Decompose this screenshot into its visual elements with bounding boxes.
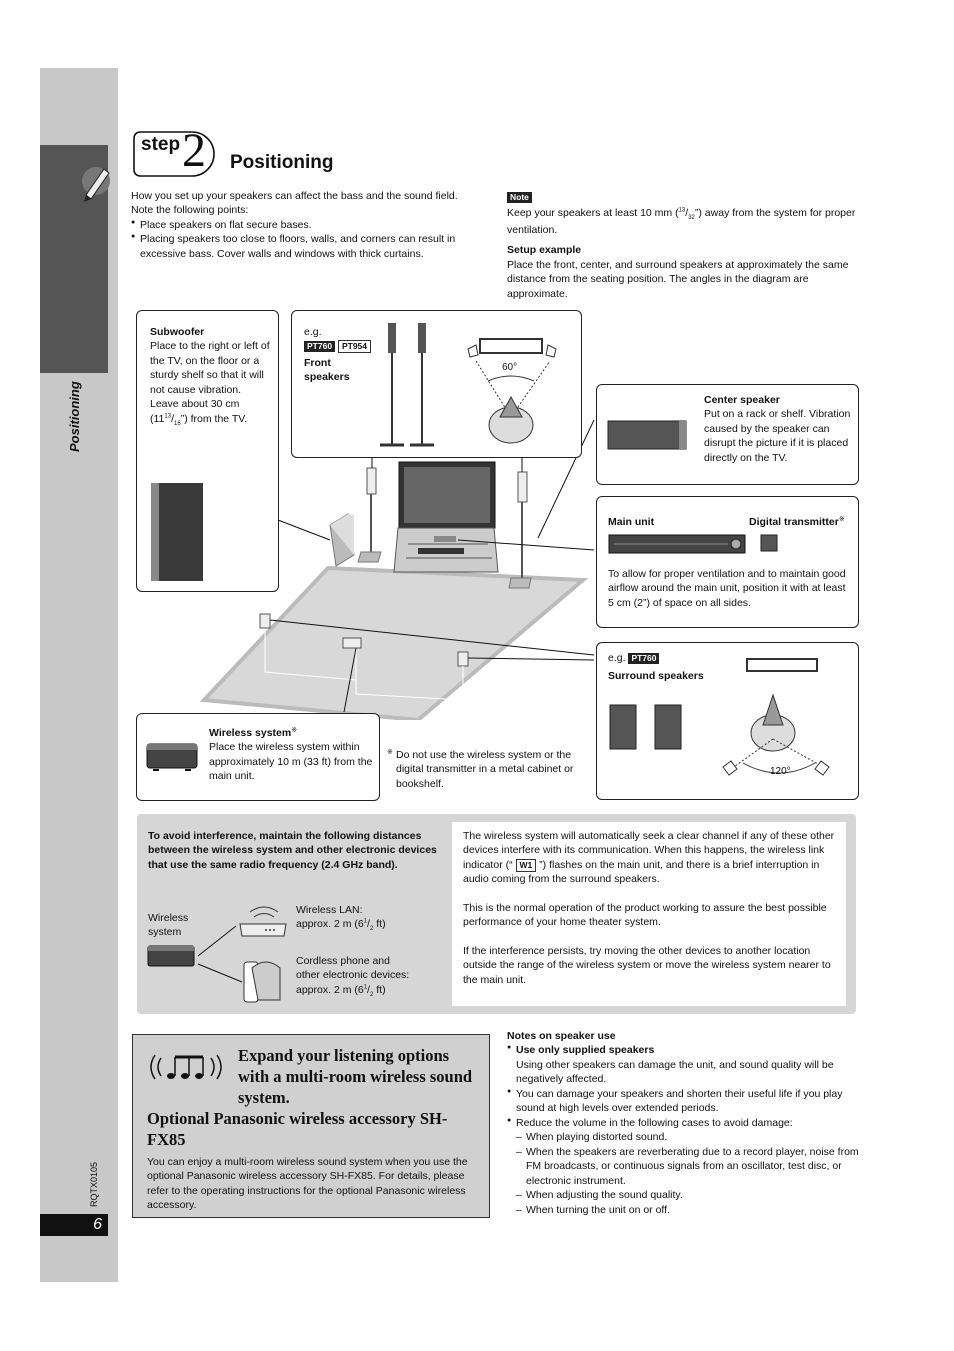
optional-headline: Expand your listening options with a multi-room wireless sound system. <box>238 1046 473 1107</box>
wireless-link-indicator: W1 <box>516 859 537 872</box>
intro-bullet: ● Place speakers on flat secure bases. <box>131 218 491 232</box>
intro-bullet: ● Placing speakers too close to floors, walls, and corners can result in excessive bass. Cover walls and windows with thick curtains. <box>131 232 491 261</box>
notes-dash-item: – When playing distorted sound. <box>516 1131 668 1144</box>
footnote: ※ Do not use the wireless system or the digital transmitter in a metal cabinet or bookshelf. <box>387 749 574 790</box>
intro-text: How you set up your speakers can affect the bass and the sound field. Note the following points: ● Place speakers on flat secure bases. ● Placing speakers too close to floors, walls, and corners can result in excessive bass. Cover walls and windows with thick curtains. <box>131 189 491 261</box>
notes-dash-item: – When adjusting the sound quality. <box>516 1189 683 1202</box>
optional-accessory-box <box>132 1034 490 1218</box>
interference-wireless-label: Wireless system <box>148 912 189 939</box>
note-tag: Note <box>507 192 532 203</box>
model-tag: PT760 <box>628 653 659 664</box>
digital-transmitter-icon <box>760 534 778 552</box>
page-title: Positioning <box>230 152 334 173</box>
interference-diagram <box>196 900 288 1010</box>
notes-bullet: ● You can damage your speakers and shorten their useful life if you play sound at high levels over extended periods. <box>507 1087 863 1116</box>
surround-angle-label: 120° <box>770 766 791 777</box>
wireless-system-box: Wireless system※ Place the wireless system within approximately 10 m (33 ft) from the main unit. <box>136 713 380 801</box>
interference-heading: To avoid interference, maintain the following distances between the wireless system and other electronic devices that use the same radio frequency (2.4 GHz band). <box>148 830 437 871</box>
wireless-lan-distance: Wireless LAN: approx. 2 m ($6^1/_2$ ft) <box>296 904 386 933</box>
interference-info: The wireless system will automatically seek a clear channel if any of these other devices interfere with its communication. When this happens, the wireless link indicator (“ W1 ”) flashes on the main unit, and there is a brief interruption in audio coming from the surround speakers. This is the normal operation of the product working to assure the best possible performance of your home theater system. If the interference persists, try moving the other devices to another location outside the range of the wireless system or move the wireless system nearer to the main unit. <box>452 822 846 1006</box>
optional-body: You can enjoy a multi-room wireless sound system when you use the optional Panasonic wireless accessory SH-FX85. For details, please refer to the operating instructions for the optional Panasonic wireless accessory. <box>147 1156 468 1212</box>
optional-subhead: Optional Panasonic wireless accessory SH-FX85 <box>147 1109 448 1149</box>
speaker-notes: Notes on speaker use ● Use only supplied speakers Using other speakers can damage the unit, and sound quality will be negatively affected. ● You can damage your speakers and shorten their useful life if you play sound at high levels over extended periods. ● Reduce the volume in the following cases to avoid damage: – When playing distorted sound. – When the speakers are reverberating due to a record player, noise from FM broadcasts, or continuous signals from an oscillator, test disc, or electronic instrument. – When adjusting the sound quality. – When turning the unit on or off. <box>507 1029 863 1217</box>
model-tag: PT760 <box>304 341 335 352</box>
center-speaker-icon <box>607 419 689 451</box>
setup-heading: Setup example <box>507 244 582 257</box>
notes-bullet: ● Reduce the volume in the following cases to avoid damage: <box>507 1116 863 1130</box>
surround-speakers-box: e.g. PT760 Surround speakers 120° <box>596 642 859 800</box>
center-speaker-box: Center speaker Put on a rack or shelf. Vibration caused by the speaker can disrupt the picture if it is placed directly on the TV. <box>596 384 859 485</box>
transmitter-heading: Digital transmitter※ <box>749 516 845 528</box>
note-section: Note Keep your speakers at least 10 mm $(^{13}/_{32}”)$ away from the system for proper ventilation. Setup example Place the front, center, and surround speakers at approximately the same distance from the seating position. The angles in the diagram are approximate. <box>507 190 862 301</box>
front-speakers-box: e.g. PT760 PT954 Front speakers 60° <box>291 310 582 458</box>
page-number: 6 <box>40 1214 108 1236</box>
wireless-system-icon <box>146 944 196 972</box>
step-word: step <box>141 134 181 155</box>
main-unit-icon <box>608 533 784 555</box>
surround-speakers-icon <box>609 703 685 753</box>
main-unit-box: Main unit Digital transmitter※ To allow for proper ventilation and to maintain good airflow around the main unit, position it with at least 5 cm (2”) of space on all sides. <box>596 496 859 628</box>
wireless-system-icon <box>145 742 201 774</box>
subwoofer-icon <box>149 481 207 585</box>
sidebar-section-label: Positioning <box>67 381 82 452</box>
notes-dash-item: – When turning the unit on or off. <box>516 1203 670 1216</box>
step-number: 2 <box>182 124 206 177</box>
sidebar-dark-block <box>40 145 108 373</box>
subwoofer-box: Subwoofer Place to the right or left of the TV, on the floor or a sturdy shelf so that it will not cause vibration. Leave about 30 cm $(11^{13}/_{16}”)$ from the TV. <box>136 310 279 592</box>
cordless-phone-distance: Cordless phone and other electronic devices: approx. 2 m ($6^1/_2$ ft) <box>296 955 410 999</box>
step-badge <box>132 124 218 178</box>
setup-text: Place the front, center, and surround speakers at approximately the same distance from the seating position. The angles in the diagram are approximate. <box>507 258 849 300</box>
model-tag: PT954 <box>338 340 371 353</box>
notes-subheading: ● Use only supplied speakers <box>507 1043 863 1057</box>
main-unit-heading: Main unit <box>608 516 655 528</box>
notes-dash-item: – When the speakers are reverberating due to a record player, noise from FM broadcasts, or continuous signals from an oscillator, test disc, or electronic instrument. <box>516 1145 859 1187</box>
front-speaker-illustration <box>372 321 572 453</box>
music-notes-icon <box>145 1049 227 1085</box>
front-angle-label: 60° <box>502 362 518 373</box>
